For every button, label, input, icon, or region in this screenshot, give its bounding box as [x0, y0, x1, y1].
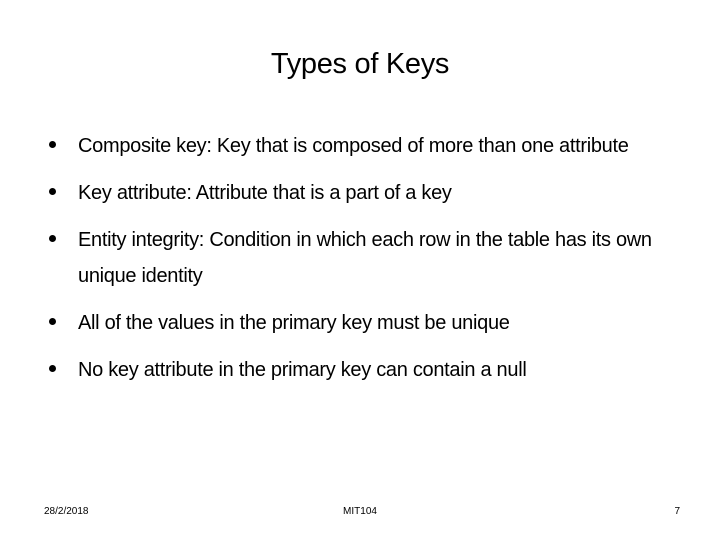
footer-page-number: 7	[674, 506, 680, 517]
slide-title: Types of Keys	[270, 48, 450, 80]
bullet-item-entity-integrity	[44, 222, 704, 294]
footer-course: MIT104	[343, 506, 377, 517]
bullet-text: All of the values in the primary key must be unique	[78, 312, 510, 334]
bullet-dot-icon	[49, 318, 56, 325]
bullet-text: Key attribute: Attribute that is a part of a key	[78, 182, 452, 204]
bullet-item-key-attribute	[44, 175, 704, 211]
bullet-item-no-null	[44, 352, 704, 388]
bullet-item-composite-key	[44, 128, 704, 164]
bullet-dot-icon	[49, 141, 56, 148]
bullet-text: Entity integrity: Condition in which each row in the table has its own unique identity	[78, 229, 652, 287]
bullet-dot-icon	[49, 188, 56, 195]
bullet-text: No key attribute in the primary key can contain a null	[78, 359, 527, 381]
bullet-dot-icon	[49, 365, 56, 372]
bullet-item-unique-values	[44, 305, 704, 341]
bullet-text: Composite key: Key that is composed of more than one attribute	[78, 135, 629, 157]
footer-date: 28/2/2018	[44, 506, 89, 517]
bullet-dot-icon	[49, 235, 56, 242]
